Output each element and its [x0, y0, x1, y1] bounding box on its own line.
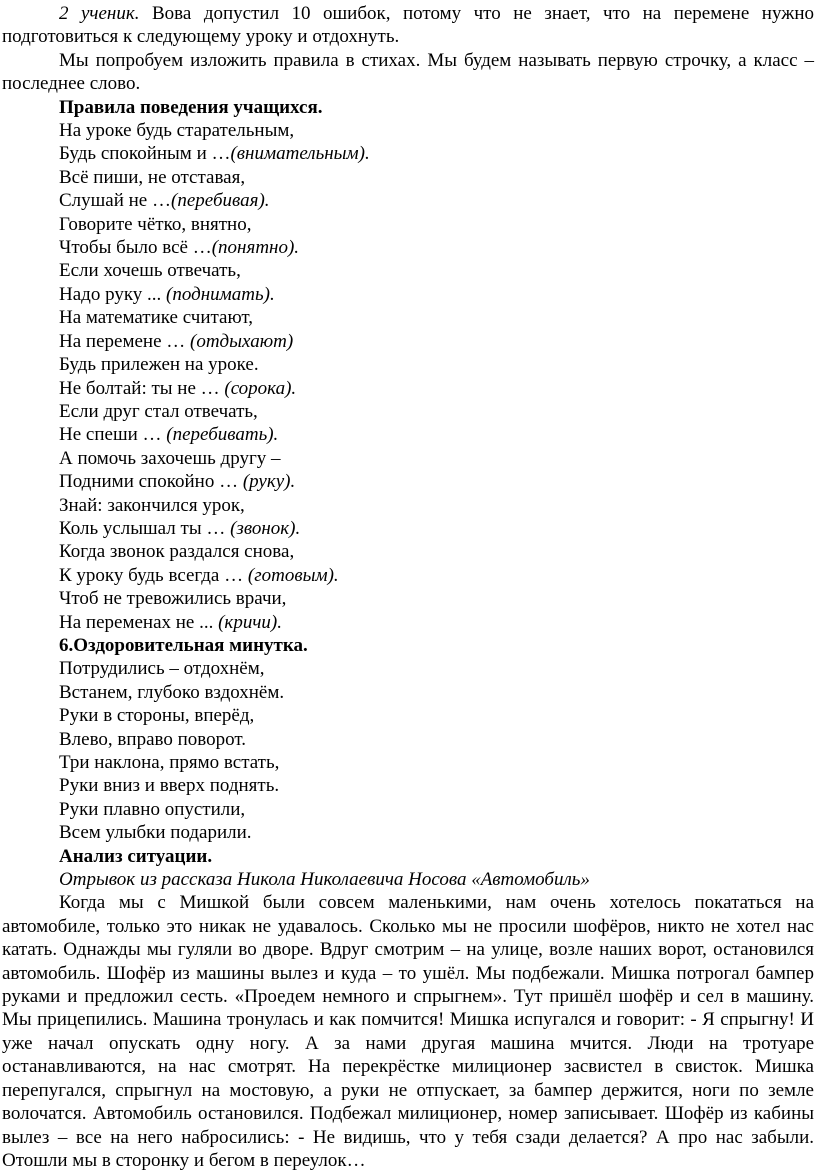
speaker-label: 2 ученик. — [59, 3, 140, 24]
poem-line: Чтоб не тревожились врачи, — [59, 588, 287, 610]
exercise-line: Три наклона, прямо встать, — [59, 752, 280, 773]
exercise-line: Встанем, глубоко вздохнём. — [59, 681, 285, 703]
speaker-text: Вова допустил 10 ошибок, потому что не знает, что на перемене нужно подготовиться к следующему уроку и отдохнуть. — [2, 3, 814, 48]
analysis-heading: Анализ ситуации. — [59, 845, 213, 867]
exercise-line: Руки в стороны, вперёд, — [59, 705, 255, 727]
rules-poem — [2, 119, 814, 634]
poem-line: К уроку будь всегда … (готовым). — [59, 564, 339, 586]
poem-line: На уроке будь старательным, — [59, 120, 295, 142]
exercise-heading: 6.Оздоровительная минутка. — [59, 634, 308, 656]
poem-line: Будь спокойным и …(внимательным). — [59, 143, 370, 165]
poem-line: Всё пиши, не отставая, — [59, 166, 246, 188]
exercise-line: Всем улыбки подарили. — [59, 822, 252, 844]
poem-line: Знай: закончился урок, — [59, 494, 245, 516]
analysis-text: Когда мы с Мишкой были совсем маленькими, нам очень хотелось покататься на автомобиле, только это никак не удавалось. Сколько мы не просили шофёров, никто не хотел нас катать. Однажды мы гуляли во дворе. Вдруг смотрим – на улице, возле наших ворот, остановился автомобиль. Шофёр из машины вылез и куда – то ушёл. Мы подбежали. Мишка потрогал бампер руками и предложил сесть. «Проедем немного и спрыгнем». Тут пришёл шофёр и сел в машину. Мы прицепились. Машина тронулась и как помчится! Мишка испугался и говорит: - Я спрыгну! И уже начал опускать одну ногу. А за нами другая машина мчится. Люди на тротуаре останавливаются, на нас смотрят. На перекрёстке милиционер засвистел в свисток. Мишка перепугался, спрыгнул на мостовую, а руки не отпускает, за бампер держится, ноги по земле волочатся. Автомобиль остановился. Подбежал милиционер, номер записывает. Шофёр из кабины вылез – все на него набросились: - Не видишь, что у тебя сзади делается? А про нас забыли. Отошли мы в сторонку и бегом в переулок… — [2, 892, 814, 1171]
instruction-paragraph: Мы попробуем изложить правила в стихах. Мы будем называть первую строчку, а класс – последнее слово. — [2, 49, 814, 95]
poem-line: Чтобы было всё …(понятно). — [59, 237, 300, 259]
poem-line: На переменах не ... (кричи). — [59, 611, 282, 633]
poem-line: Не болтай: ты не … (сорока). — [59, 377, 297, 399]
poem-line: Подними спокойно … (руку). — [59, 471, 296, 493]
poem-line: На перемене … (отдыхают) — [59, 330, 294, 352]
exercise-line: Руки плавно опустили, — [59, 798, 246, 820]
poem-line: Коль услышал ты … (звонок). — [59, 517, 301, 539]
poem-line: А помочь захочешь другу – — [59, 447, 281, 469]
poem-line: Когда звонок раздался снова, — [59, 541, 295, 563]
rules-heading: Правила поведения учащихся. — [59, 96, 323, 118]
exercise-poem — [2, 657, 814, 844]
poem-line: Надо руку ... (поднимать). — [59, 283, 275, 305]
poem-line: Если друг стал отвечать, — [59, 400, 258, 422]
poem-line: Не спеши … (перебивать). — [59, 424, 279, 446]
poem-line: Будь прилежен на уроке. — [59, 354, 259, 376]
intro-paragraph — [2, 2, 814, 49]
exercise-line: Влево, вправо поворот. — [59, 728, 246, 750]
analysis-subtitle: Отрывок из рассказа Никола Николаевича Носова «Автомобиль» — [59, 869, 590, 891]
poem-line: Говорите чётко, внятно, — [59, 213, 252, 235]
poem-line: Слушай не …(перебивая). — [59, 190, 270, 212]
exercise-line: Руки вниз и вверх поднять. — [59, 775, 280, 797]
poem-line: Если хочешь отвечать, — [59, 260, 241, 282]
poem-line: На математике считают, — [59, 307, 254, 329]
exercise-line: Потрудились – отдохнём, — [59, 658, 265, 680]
